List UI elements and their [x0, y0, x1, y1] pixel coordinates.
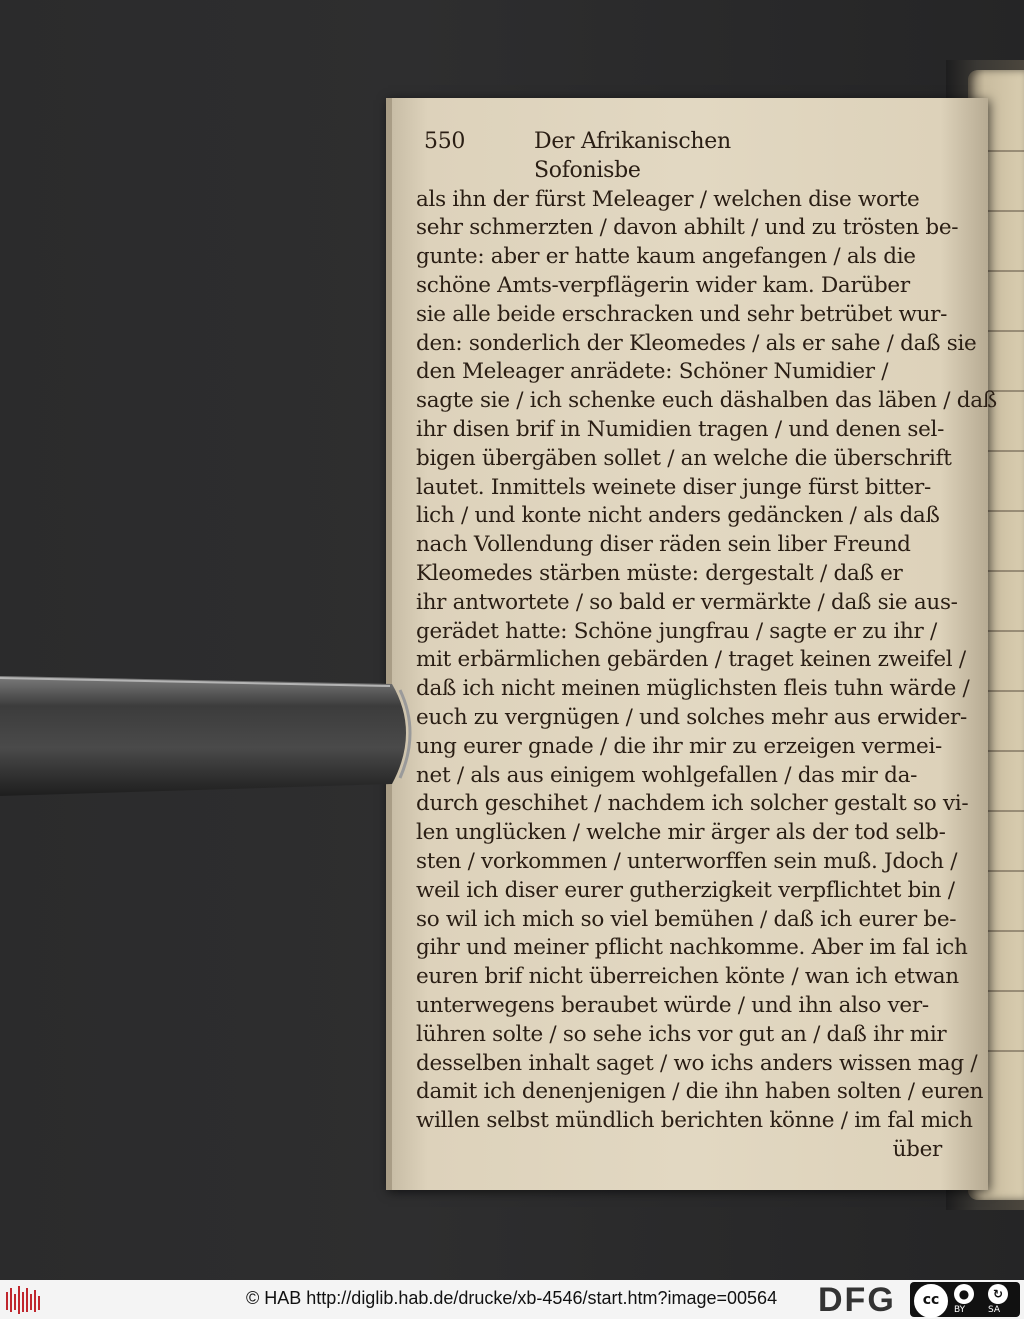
text-line: ihr antwortete / so bald er vermärkte / daß sie aus- — [416, 589, 958, 615]
text-line: so wil ich mich so viel bemühen / daß ich eurer be- — [416, 906, 957, 932]
text-line: sagte sie / ich schenke euch däshalben das läben / daß — [416, 388, 997, 414]
sa-label: SA — [988, 1305, 1001, 1315]
hab-logo — [6, 1286, 42, 1314]
by-person-icon: ● — [954, 1284, 974, 1304]
book-page — [386, 98, 997, 1190]
text-line: sehr schmerzten / davon abhilt / und zu trösten be- — [416, 215, 959, 241]
share-alike-icon: ↻ — [988, 1284, 1008, 1304]
text-line: gerädet hatte: Schöne jungfrau / sagte er zu ihr / — [416, 618, 937, 644]
copyright-credit[interactable]: © HAB http://diglib.hab.de/drucke/xb-4546/start.htm?image=00564 — [246, 1288, 778, 1308]
text-line: den: sonderlich der Kleomedes / als er sahe / daß sie — [416, 330, 977, 356]
page-holder-slider — [0, 672, 420, 802]
page-header — [424, 128, 804, 186]
catchword: über — [892, 1136, 942, 1162]
text-line: unterwegens beraubet würde / und ihn also ver- — [416, 992, 929, 1018]
cc-icon: cc — [914, 1284, 948, 1318]
dfg-logo: DFG — [818, 1281, 896, 1319]
text-line: Kleomedes stärben müste: dergestalt / daß er — [416, 560, 903, 586]
text-line: sten / vorkommen / unterworffen sein muß. Jdoch / — [416, 848, 958, 874]
text-line: durch geschihet / nachdem ich solcher gestalt so vi- — [416, 791, 969, 817]
footer-bar — [0, 1280, 1024, 1319]
page-number: 550 — [424, 129, 466, 154]
text-line: bigen übergäben sollet / an welche die überschrift — [416, 445, 952, 471]
page-text — [416, 128, 997, 1165]
text-line: gunte: aber er hatte kaum angefangen / als die — [416, 244, 916, 270]
text-line: gihr und meiner pflicht nachkomme. Aber im fal ich — [416, 935, 968, 961]
text-line: weil ich diser eurer gutherzigkeit verpflichtet bin / — [416, 877, 955, 903]
cc-license-badge[interactable] — [910, 1282, 1020, 1317]
text-line: sie alle beide erschracken und sehr betrübet wur- — [416, 301, 948, 327]
text-line: desselben inhalt saget / wo ichs anders wissen mag / — [416, 1050, 978, 1076]
text-lines — [416, 186, 997, 1136]
text-line: lautet. Inmittels weinete diser junge fürst bitter- — [416, 474, 931, 500]
text-line: euren brif nicht überreichen könte / wan ich etwan — [416, 964, 959, 990]
by-label: BY — [954, 1305, 966, 1315]
text-line: lich / und konte nicht anders gedäncken / als daß — [416, 503, 940, 529]
text-line: als ihn der fürst Meleager / welchen dise worte — [416, 186, 920, 212]
text-line: euch zu vergnügen / und solches mehr aus erwider- — [416, 704, 967, 730]
text-line: schöne Amts-verpflägerin wider kam. Darüber — [416, 272, 910, 298]
text-line: daß ich nicht meinen müglichsten fleis tuhn wärde / — [416, 676, 970, 702]
text-line: den Meleager anrädete: Schöner Numidier / — [416, 359, 889, 385]
running-title: Der Afrikanischen Sofonisbe — [534, 129, 731, 183]
text-line: ihr disen brif in Numidien tragen / und denen sel- — [416, 416, 945, 442]
text-line: willen selbst mündlich berichten könne / im fal mich — [416, 1108, 973, 1134]
text-line: lühren solte / so sehe ichs vor gut an / daß ihr mir — [416, 1021, 947, 1047]
text-line: mit erbärmlichen gebärden / traget keinen zweifel / — [416, 647, 966, 673]
text-line: nach Vollendung diser räden sein liber Freund — [416, 532, 911, 558]
text-line: damit ich denenjenigen / die ihn haben solten / euren — [416, 1079, 984, 1105]
text-line: net / als aus einigem wohlgefallen / das mir da- — [416, 762, 918, 788]
text-line: len unglücken / welche mir ärger als der tod selb- — [416, 820, 946, 846]
text-line: ung eurer gnade / die ihr mir zu erzeigen vermei- — [416, 733, 943, 759]
